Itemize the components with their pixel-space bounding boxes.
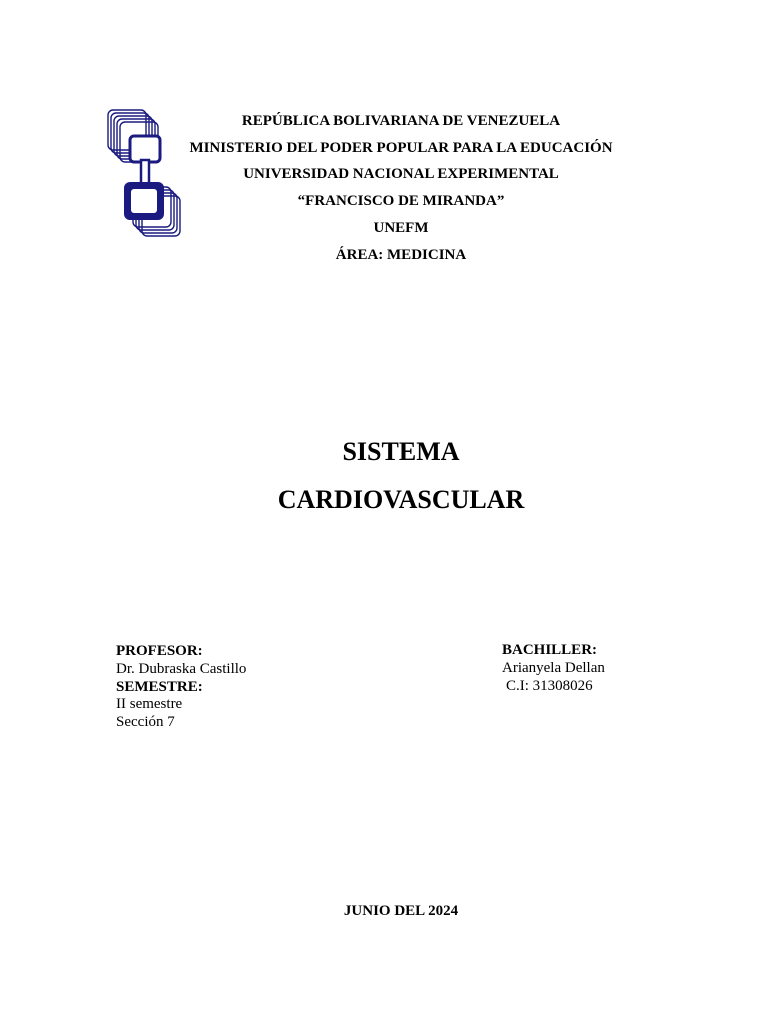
title-line-1: SISTEMA [342,437,460,466]
institution-header [0,108,768,268]
semester-value: II semestre [116,696,183,713]
header-university: UNIVERSIDAD NACIONAL EXPERIMENTAL [243,166,559,183]
student-label: BACHILLER: [502,642,598,658]
header-area: ÁREA: MEDICINA [335,246,467,263]
professor-semester-block [116,643,246,732]
student-block [502,642,605,695]
header-ministry: MINISTERIO DEL PODER POPULAR PARA LA EDUCACIÓN [189,139,613,156]
semester-label: SEMESTRE: [116,678,203,695]
header-acronym: UNEFM [373,219,429,236]
document-date: JUNIO DEL 2024 [343,903,459,919]
document-title [0,428,768,524]
student-name: Arianyela Dellan [502,659,605,676]
header-university-name: “FRANCISCO DE MIRANDA” [297,193,505,210]
professor-label: PROFESOR: [116,643,203,659]
student-id: C.I: 31308026 [506,677,593,694]
section-value: Sección 7 [116,714,175,731]
professor-name: Dr. Dubraska Castillo [116,660,247,677]
header-country: REPÚBLICA BOLIVARIANA DE VENEZUELA [241,113,561,129]
title-line-2: CARDIOVASCULAR [277,485,525,514]
